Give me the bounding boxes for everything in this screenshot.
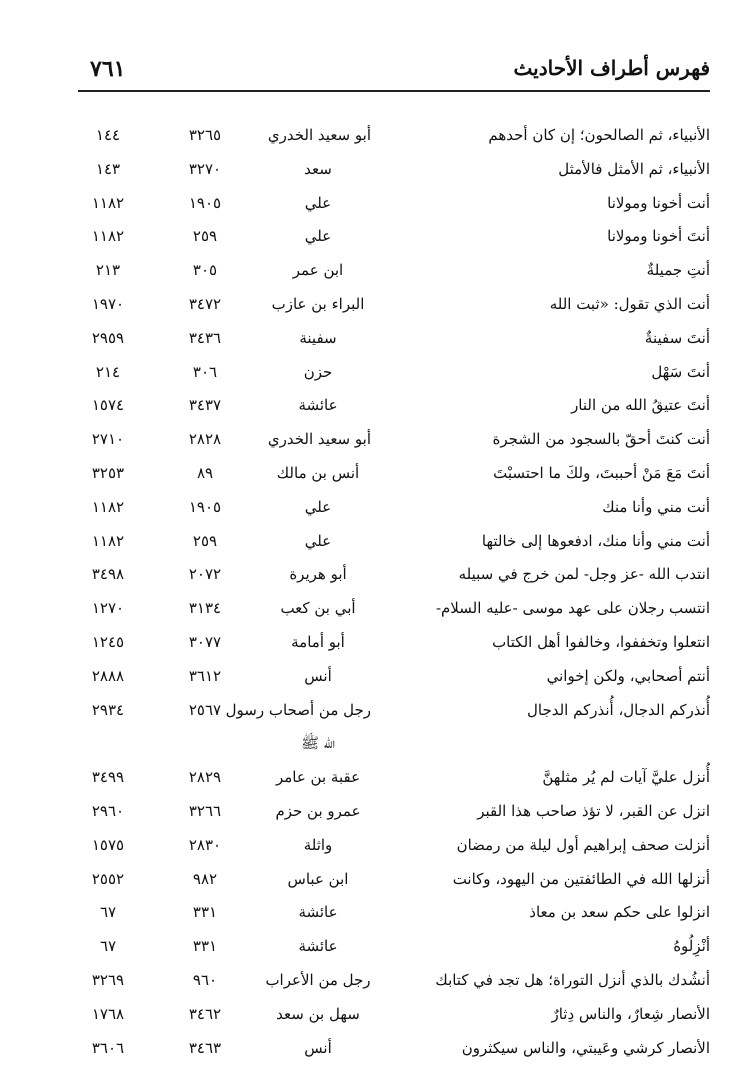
hadith-index-table [0, 120, 756, 1066]
hadith-text: أنت مني وأنا منك، ادفعوها إلى خالتها [481, 531, 710, 550]
index-row [0, 864, 756, 898]
page-number: ٧٦١ [90, 56, 126, 82]
narrator: سفينة [299, 328, 337, 347]
narrator: البراء بن عازب [271, 294, 365, 313]
page-reference: ٣٢٦٩ [91, 970, 125, 989]
page-reference: ١٤٣ [95, 159, 121, 178]
page-reference: ٢٩٥٩ [91, 328, 125, 347]
page-reference: ١٧٦٨ [91, 1004, 125, 1023]
index-row [0, 593, 756, 627]
page-reference: ١٢٧٠ [91, 599, 125, 618]
index-row [0, 458, 756, 492]
index-row [0, 492, 756, 526]
hadith-text: انزل عن القبر، لا تؤذ صاحب هذا القبر [477, 801, 710, 820]
hadith-number: ٩٦٠ [192, 970, 218, 989]
hadith-number: ٣٢٦٦ [188, 801, 222, 820]
narrator: علي [304, 193, 332, 212]
hadith-number: ٨٩ [196, 463, 214, 482]
hadith-number: ٢٥٩ [192, 531, 218, 550]
page-reference: ٢١٤ [95, 362, 121, 381]
hadith-number: ٣١٣٤ [188, 599, 222, 618]
page-reference: ٦٧ [99, 937, 117, 956]
narrator: عائشة [298, 396, 338, 415]
hadith-number: ٢٨٢٨ [188, 430, 222, 449]
page-reference: ٣٤٩٨ [91, 565, 125, 584]
hadith-text: أُنذركم الدجال، أُنذركم الدجال [526, 700, 710, 719]
narrator: ابن عمر [292, 261, 344, 280]
hadith-number: ٣٤٧٢ [188, 294, 222, 313]
narrator: الله ﷺ [300, 734, 336, 753]
index-row [0, 120, 756, 154]
hadith-number: ٢٥٩ [192, 227, 218, 246]
index-row [0, 830, 756, 864]
hadith-text: انتعلوا وتخففوا، وخالفوا أهل الكتاب [492, 632, 710, 651]
index-row [0, 154, 756, 188]
index-row [0, 796, 756, 830]
hadith-text: أنتَ عتيقُ الله من النار [571, 396, 710, 415]
page-reference: ٢٨٨٨ [91, 666, 125, 685]
narrator: سعد [304, 159, 332, 178]
narrator: عائشة [298, 937, 338, 956]
narrator: سهل بن سعد [276, 1004, 360, 1023]
page-reference: ١١٨٢ [91, 531, 125, 550]
page-reference: ٣٤٩٩ [91, 768, 125, 787]
index-row [0, 526, 756, 560]
hadith-text: أنت مني وأنا منك [602, 497, 710, 516]
hadith-text: أنتَ أخونا ومولانا [607, 227, 710, 246]
hadith-number: ٣٦١٢ [188, 666, 222, 685]
index-row [0, 661, 756, 695]
page-reference: ٢٩٣٤ [91, 700, 125, 719]
index-row [0, 695, 756, 729]
hadith-text: أنت كنتَ أحقّ بالسجود من الشجرة [492, 430, 710, 449]
index-row [0, 999, 756, 1033]
narrator: أبو هريرة [289, 565, 347, 584]
page-reference: ٢١٣ [95, 261, 121, 280]
hadith-number: ٢٨٣٠ [188, 835, 222, 854]
index-row [0, 255, 756, 289]
narrator: واثلة [303, 835, 333, 854]
hadith-number: ١٩٠٥ [188, 193, 222, 212]
hadith-text: الأنبياء، ثم الصالحون؛ إن كان أحدهم [488, 126, 710, 144]
page-reference: ١١٨٢ [91, 227, 125, 246]
narrator: علي [304, 531, 332, 550]
hadith-number: ٣٢٦٥ [188, 126, 222, 144]
index-row [0, 627, 756, 661]
hadith-text: أنت الذي تقول: «ثبت الله [549, 294, 710, 313]
hadith-number: ١٩٠٥ [188, 497, 222, 516]
narrator: عمرو بن حزم [275, 801, 361, 820]
narrator: علي [304, 227, 332, 246]
hadith-text: الأنصار شِعارٌ، والناس دِثارٌ [551, 1004, 710, 1023]
hadith-text: أُنزل عليَّ آيات لم يُر مثلهنَّ [542, 768, 710, 787]
narrator: رجل من الأعراب [265, 970, 371, 989]
narrator: أنس بن مالك [276, 463, 360, 482]
running-title: فهرس أطراف الأحاديث [513, 56, 710, 80]
narrator: عائشة [298, 903, 338, 922]
page-reference: ٣٢٥٣ [91, 463, 125, 482]
page-reference: ١١٨٢ [91, 193, 125, 212]
hadith-text: أنتَ مَعَ مَنْ أحببتَ، ولكَ ما احتسبْتَ [493, 463, 710, 482]
hadith-number: ٢٠٧٢ [188, 565, 222, 584]
hadith-number: ٣٤٣٧ [188, 396, 222, 415]
hadith-number: ٣٠٥ [192, 261, 218, 280]
hadith-text: أنشُدك بالذي أنزل التوراة؛ هل تجد في كتابك [435, 970, 710, 989]
narrator: رجل من أصحاب رسول [225, 700, 371, 719]
page-reference: ٢٥٥٢ [91, 869, 125, 888]
narrator: أبو أمامة [291, 632, 345, 651]
narrator: أنس [304, 1038, 332, 1057]
narrator: أبو سعيد الخدري [267, 430, 371, 449]
index-row [0, 559, 756, 593]
hadith-text: أنزلها الله في الطائفتين من اليهود، وكانت [452, 869, 710, 888]
narrator: ابن عباس [287, 869, 349, 888]
hadith-text: أنتَ سفينةٌ [644, 328, 710, 347]
index-row [0, 289, 756, 323]
hadith-number: ٣٤٦٢ [188, 1004, 222, 1023]
index-row [0, 188, 756, 222]
hadith-number: ٣٤٣٦ [188, 328, 222, 347]
index-row-continuation [0, 728, 756, 762]
index-row [0, 965, 756, 999]
index-row [0, 390, 756, 424]
hadith-text: أنزلت صحف إبراهيم أول ليلة من رمضان [456, 835, 710, 854]
hadith-number: ٢٥٦٧ [188, 700, 222, 719]
hadith-number: ٣٢٧٠ [188, 159, 222, 178]
hadith-text: انتدب الله -عز وجل- لمن خرج في سبيله [458, 565, 710, 584]
index-row [0, 323, 756, 357]
index-row [0, 897, 756, 931]
hadith-text: انزلوا على حكم سعد بن معاذ [529, 903, 710, 922]
hadith-text: انتسب رجلان على عهد موسى -عليه السلام- [435, 599, 710, 618]
narrator: عقبة بن عامر [275, 768, 361, 787]
hadith-number: ٢٨٢٩ [188, 768, 222, 787]
page-reference: ١٩٧٠ [91, 294, 125, 313]
hadith-text: الأنبياء، ثم الأمثل فالأمثل [558, 159, 710, 178]
hadith-number: ٣٠٧٧ [188, 632, 222, 651]
narrator: أبي بن كعب [280, 599, 356, 618]
index-row [0, 424, 756, 458]
page-reference: ١١٨٢ [91, 497, 125, 516]
hadith-text: أنْزِلُوهُ [673, 937, 710, 956]
page-reference: ٣٦٠٦ [91, 1038, 125, 1057]
narrator: أنس [304, 666, 332, 685]
hadith-number: ٣٠٦ [192, 362, 218, 381]
page-header [78, 50, 710, 92]
narrator: حزن [303, 362, 333, 381]
hadith-text: الأنصار كرشي وعَيبتي، والناس سيكثرون [461, 1038, 710, 1057]
page-reference: ٢٧١٠ [91, 430, 125, 449]
page-reference: ١٥٧٥ [91, 835, 125, 854]
page-reference: ١٤٤ [95, 126, 121, 144]
hadith-text: أنتَ سَهْل [651, 362, 710, 381]
hadith-number: ٩٨٢ [192, 869, 218, 888]
index-row [0, 221, 756, 255]
index-row [0, 931, 756, 965]
hadith-number: ٣٣١ [192, 937, 218, 956]
hadith-text: أنتِ جميلةٌ [646, 261, 710, 280]
narrator: علي [304, 497, 332, 516]
page-reference: ١٥٧٤ [91, 396, 125, 415]
page-reference: ٦٧ [99, 903, 117, 922]
index-row [0, 762, 756, 796]
hadith-number: ٣٤٦٣ [188, 1038, 222, 1057]
index-row [0, 1033, 756, 1067]
hadith-text: أنتم أصحابي، ولكن إخواني [546, 666, 710, 685]
hadith-text: أنت أخونا ومولانا [607, 193, 710, 212]
page-reference: ٢٩٦٠ [91, 801, 125, 820]
page-reference: ١٢٤٥ [91, 632, 125, 651]
narrator: أبو سعيد الخدري [267, 126, 371, 144]
index-row [0, 357, 756, 391]
hadith-number: ٣٣١ [192, 903, 218, 922]
